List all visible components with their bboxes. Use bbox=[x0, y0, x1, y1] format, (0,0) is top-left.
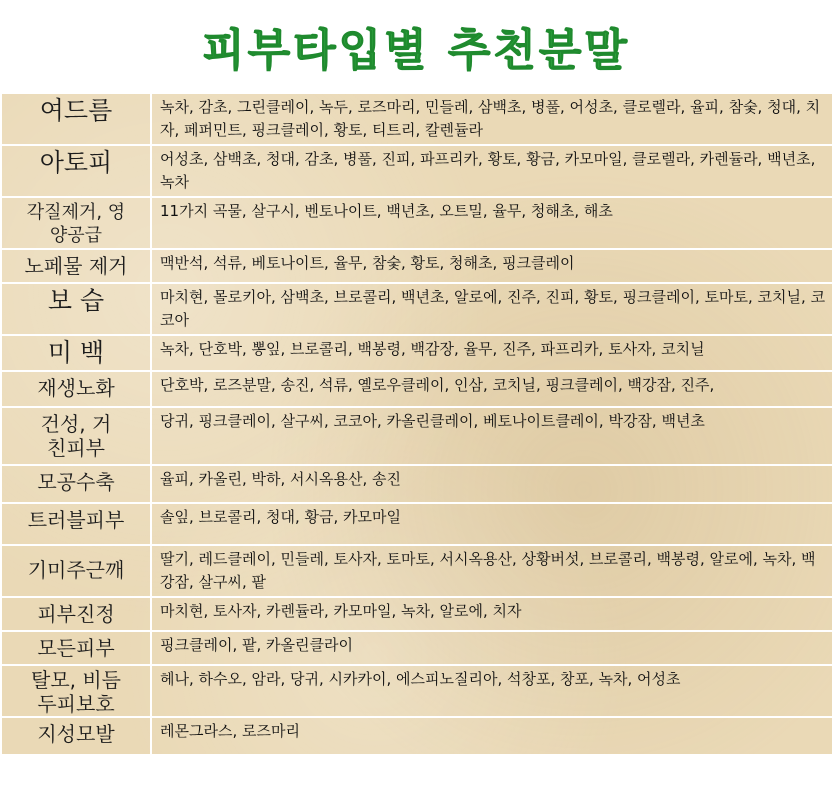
table-row bbox=[1, 145, 832, 197]
category-cell: 트러블피부 bbox=[1, 503, 151, 545]
category-cell: 지성모발 bbox=[1, 717, 151, 755]
ingredients-cell: 마치현, 몰로키아, 삼백초, 브로콜리, 백년초, 알로에, 진주, 진피, 황토, 핑크클레이, 토마토, 코치닐, 코코아 bbox=[151, 283, 832, 335]
table-row bbox=[1, 371, 832, 407]
category-cell: 보 습 bbox=[1, 283, 151, 335]
table-row bbox=[1, 665, 832, 717]
table-row bbox=[1, 197, 832, 249]
table-row bbox=[1, 597, 832, 631]
table-row bbox=[1, 335, 832, 371]
ingredients-cell: 솔잎, 브로콜리, 청대, 황금, 카모마일 bbox=[151, 503, 832, 545]
category-cell: 모든피부 bbox=[1, 631, 151, 665]
ingredients-cell: 율피, 카올린, 박하, 서시옥용산, 송진 bbox=[151, 465, 832, 503]
category-cell: 노페물 제거 bbox=[1, 249, 151, 283]
category-cell: 모공수축 bbox=[1, 465, 151, 503]
ingredients-cell: 딸기, 레드클레이, 민들레, 토사자, 토마토, 서시옥용산, 상황버섯, 브로콜리, 백봉령, 알로에, 녹차, 백강잠, 살구씨, 팥 bbox=[151, 545, 832, 597]
ingredients-cell: 레몬그라스, 로즈마리 bbox=[151, 717, 832, 755]
ingredients-cell: 11가지 곡물, 살구시, 벤토나이트, 백년초, 오트밀, 율무, 청해초, 해초 bbox=[151, 197, 832, 249]
category-cell: 여드름 bbox=[1, 93, 151, 145]
ingredients-cell: 헤나, 하수오, 암라, 당귀, 시카카이, 에스피노질리아, 석창포, 창포, 녹차, 어성초 bbox=[151, 665, 832, 717]
category-cell: 탈모, 비듬 두피보호 bbox=[1, 665, 151, 717]
table-row bbox=[1, 717, 832, 755]
category-cell: 재생노화 bbox=[1, 371, 151, 407]
table-row bbox=[1, 631, 832, 665]
page-title: 피부타입별 추천분말 bbox=[202, 25, 630, 76]
category-cell: 피부진정 bbox=[1, 597, 151, 631]
ingredients-cell: 단호박, 로즈분말, 송진, 석류, 옐로우클레이, 인삼, 코치닐, 핑크클레이, 백강잠, 진주, bbox=[151, 371, 832, 407]
category-cell: 아토피 bbox=[1, 145, 151, 197]
ingredients-cell: 녹차, 단호박, 뽕잎, 브로콜리, 백봉령, 백감장, 율무, 진주, 파프리카, 토사자, 코치닐 bbox=[151, 335, 832, 371]
ingredients-cell: 당귀, 핑크클레이, 살구씨, 코코아, 카올린클레이, 베토나이트클레이, 박강잠, 백년초 bbox=[151, 407, 832, 465]
ingredients-cell: 마치현, 토사자, 카렌듈라, 카모마일, 녹차, 알로에, 치자 bbox=[151, 597, 832, 631]
ingredients-cell: 어성초, 삼백초, 청대, 감초, 병풀, 진피, 파프리카, 황토, 황금, 카모마일, 클로렐라, 카렌듈라, 백년초, 녹차 bbox=[151, 145, 832, 197]
table-row bbox=[1, 465, 832, 503]
table-row bbox=[1, 283, 832, 335]
table-row bbox=[1, 93, 832, 145]
ingredients-cell: 녹차, 감초, 그린클레이, 녹두, 로즈마리, 민들레, 삼백초, 병풀, 어성초, 클로렐라, 율피, 참숯, 청대, 치자, 페퍼민트, 핑크클레이, 황토, 티트리, 칼렌듈라 bbox=[151, 93, 832, 145]
recommendation-table bbox=[0, 92, 832, 756]
table-row bbox=[1, 407, 832, 465]
table-row bbox=[1, 249, 832, 283]
category-cell: 건성, 거친피부 bbox=[1, 407, 151, 465]
category-cell: 기미주근깨 bbox=[1, 545, 151, 597]
category-cell: 미 백 bbox=[1, 335, 151, 371]
ingredients-cell: 핑크클레이, 팥, 카올린클라이 bbox=[151, 631, 832, 665]
category-cell: 각질제거, 영양공급 bbox=[1, 197, 151, 249]
table-row bbox=[1, 545, 832, 597]
table-row bbox=[1, 503, 832, 545]
ingredients-cell: 맥반석, 석류, 베토나이트, 율무, 참숯, 황토, 청해초, 핑크클레이 bbox=[151, 249, 832, 283]
